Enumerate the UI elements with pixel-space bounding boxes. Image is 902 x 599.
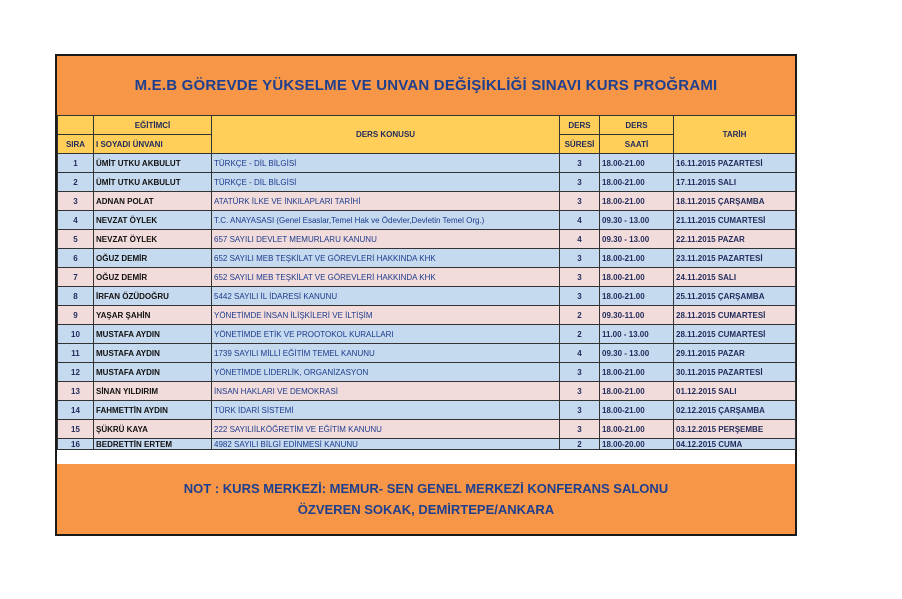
cell-egitimci: İRFAN ÖZÜDOĞRU	[94, 287, 212, 306]
cell-ders-saati: 18.00-21.00	[600, 287, 674, 306]
cell-sira: 3	[58, 192, 94, 211]
cell-ders-konusu: TÜRKÇE - DİL BİLGİSİ	[212, 173, 560, 192]
cell-egitimci: SİNAN YILDIRIM	[94, 382, 212, 401]
table-row	[58, 344, 796, 363]
cell-tarih: 04.12.2015 CUMA	[674, 439, 796, 450]
course-program-sheet	[55, 54, 797, 536]
cell-sira: 8	[58, 287, 94, 306]
header-ders-sure-top: DERS	[560, 116, 600, 135]
cell-tarih: 25.11.2015 ÇARŞAMBA	[674, 287, 796, 306]
table-row	[58, 211, 796, 230]
cell-egitimci: ÜMİT UTKU AKBULUT	[94, 154, 212, 173]
cell-egitimci: FAHMETTİN AYDIN	[94, 401, 212, 420]
cell-ders-saati: 11.00 - 13.00	[600, 325, 674, 344]
cell-ders-suresi: 2	[560, 325, 600, 344]
cell-ders-konusu: 222 SAYILIİLKÖĞRETİM VE EĞİTİM KANUNU	[212, 420, 560, 439]
cell-tarih: 01.12.2015 SALI	[674, 382, 796, 401]
cell-ders-konusu: TÜRK İDARİ SİSTEMİ	[212, 401, 560, 420]
table-row	[58, 268, 796, 287]
cell-egitimci: MUSTAFA AYDIN	[94, 344, 212, 363]
cell-egitimci: OĞUZ DEMİR	[94, 249, 212, 268]
table-row	[58, 382, 796, 401]
header-cell-blank	[58, 116, 94, 135]
table-row	[58, 306, 796, 325]
table-row	[58, 173, 796, 192]
cell-ders-suresi: 3	[560, 401, 600, 420]
cell-ders-konusu: 652 SAYILI MEB TEŞKİLAT VE GÖREVLERİ HAKKINDA KHK	[212, 268, 560, 287]
cell-ders-saati: 09.30 - 13.00	[600, 211, 674, 230]
cell-ders-konusu: 657 SAYILI DEVLET MEMURLARU KANUNU	[212, 230, 560, 249]
cell-egitimci: YAŞAR ŞAHİN	[94, 306, 212, 325]
cell-ders-konusu: T.C. ANAYASASI (Genel Esaslar,Temel Hak ve Ödevler,Devletin Temel Org.)	[212, 211, 560, 230]
cell-sira: 11	[58, 344, 94, 363]
header-sira: SIRA	[58, 135, 94, 154]
cell-egitimci: ŞÜKRÜ KAYA	[94, 420, 212, 439]
header-ders-saat-top: DERS	[600, 116, 674, 135]
header-ders-saat-bottom: SAATİ	[600, 135, 674, 154]
cell-ders-suresi: 2	[560, 306, 600, 325]
cell-ders-saati: 18.00-21.00	[600, 154, 674, 173]
cell-ders-saati: 18.00-21.00	[600, 173, 674, 192]
cell-ders-konusu: 5442 SAYILI İL İDARESİ KANUNU	[212, 287, 560, 306]
cell-sira: 15	[58, 420, 94, 439]
cell-sira: 12	[58, 363, 94, 382]
title-band	[57, 56, 795, 115]
cell-ders-saati: 18.00-20.00	[600, 439, 674, 450]
cell-egitimci: MUSTAFA AYDIN	[94, 363, 212, 382]
header-egitimci: EĞİTİMCİ	[94, 116, 212, 135]
cell-ders-saati: 18.00-21.00	[600, 363, 674, 382]
cell-tarih: 28.11.2015 CUMARTESİ	[674, 325, 796, 344]
header-tarih: TARİH	[674, 116, 796, 154]
table-row	[58, 439, 796, 450]
cell-ders-suresi: 4	[560, 211, 600, 230]
header-ders-konusu: DERS KONUSU	[212, 116, 560, 154]
cell-egitimci: MUSTAFA AYDIN	[94, 325, 212, 344]
cell-ders-suresi: 3	[560, 420, 600, 439]
table-row	[58, 401, 796, 420]
cell-ders-suresi: 3	[560, 363, 600, 382]
cell-ders-suresi: 2	[560, 439, 600, 450]
cell-egitimci: BEDRETTİN ERTEM	[94, 439, 212, 450]
table-row	[58, 287, 796, 306]
cell-sira: 1	[58, 154, 94, 173]
cell-ders-saati: 18.00-21.00	[600, 420, 674, 439]
cell-tarih: 17.11.2015 SALI	[674, 173, 796, 192]
cell-ders-suresi: 3	[560, 173, 600, 192]
cell-tarih: 22.11.2015 PAZAR	[674, 230, 796, 249]
cell-sira: 13	[58, 382, 94, 401]
cell-ders-suresi: 3	[560, 382, 600, 401]
table-row	[58, 230, 796, 249]
cell-ders-konusu: 4982 SAYILI BİLGİ EDİNMESİ KANUNU	[212, 439, 560, 450]
cell-ders-suresi: 3	[560, 192, 600, 211]
cell-ders-suresi: 4	[560, 230, 600, 249]
cell-ders-saati: 09.30 - 13.00	[600, 344, 674, 363]
cell-sira: 2	[58, 173, 94, 192]
cell-egitimci: ADNAN POLAT	[94, 192, 212, 211]
cell-sira: 16	[58, 439, 94, 450]
cell-ders-suresi: 3	[560, 154, 600, 173]
cell-tarih: 28.11.2015 CUMARTESİ	[674, 306, 796, 325]
table-row	[58, 325, 796, 344]
cell-tarih: 24.11.2015 SALI	[674, 268, 796, 287]
cell-ders-konusu: TÜRKÇE - DİL BİLGİSİ	[212, 154, 560, 173]
page-title: M.E.B GÖREVDE YÜKSELME VE UNVAN DEĞİŞİKLİĞİ SINAVI KURS PROĞRAMI	[134, 77, 718, 94]
cell-ders-konusu: 652 SAYILI MEB TEŞKİLAT VE GÖREVLERİ HAKKINDA KHK	[212, 249, 560, 268]
header-soyadi-unvani: I SOYADI ÜNVANI	[94, 135, 212, 154]
cell-sira: 10	[58, 325, 94, 344]
cell-ders-suresi: 4	[560, 344, 600, 363]
cell-sira: 4	[58, 211, 94, 230]
cell-ders-suresi: 3	[560, 249, 600, 268]
cell-egitimci: OĞUZ DEMİR	[94, 268, 212, 287]
cell-sira: 14	[58, 401, 94, 420]
table-row	[58, 249, 796, 268]
cell-tarih: 03.12.2015 PERŞEMBE	[674, 420, 796, 439]
cell-ders-saati: 18.00-21.00	[600, 401, 674, 420]
cell-ders-saati: 09.30 - 13.00	[600, 230, 674, 249]
footer-note	[57, 464, 795, 534]
cell-ders-konusu: YÖNETİMDE LİDERLİK, ORGANİZASYON	[212, 363, 560, 382]
cell-tarih: 02.12.2015 ÇARŞAMBA	[674, 401, 796, 420]
cell-ders-konusu: YÖNETİMDE İNSAN İLİŞKİLERİ VE İLTİŞİM	[212, 306, 560, 325]
cell-ders-saati: 18.00-21.00	[600, 192, 674, 211]
footer-line-1: NOT : KURS MERKEZİ: MEMUR- SEN GENEL MERKEZİ KONFERANS SALONU	[183, 481, 669, 496]
cell-ders-saati: 18.00-21.00	[600, 382, 674, 401]
table-row	[58, 363, 796, 382]
table-row	[58, 192, 796, 211]
cell-ders-konusu: ATATÜRK İLKE VE İNKILAPLARI TARİHİ	[212, 192, 560, 211]
cell-ders-saati: 18.00-21.00	[600, 249, 674, 268]
cell-ders-suresi: 3	[560, 268, 600, 287]
header-ders-sure-bottom: SÜRESİ	[560, 135, 600, 154]
header-row-top	[58, 116, 796, 135]
table-row	[58, 154, 796, 173]
cell-ders-saati: 18.00-21.00	[600, 268, 674, 287]
cell-egitimci: ÜMİT UTKU AKBULUT	[94, 173, 212, 192]
table-row	[58, 420, 796, 439]
cell-ders-saati: 09.30-11.00	[600, 306, 674, 325]
cell-tarih: 23.11.2015 PAZARTESİ	[674, 249, 796, 268]
cell-tarih: 18.11.2015 ÇARŞAMBA	[674, 192, 796, 211]
cell-tarih: 29.11.2015 PAZAR	[674, 344, 796, 363]
cell-egitimci: NEVZAT ÖYLEK	[94, 230, 212, 249]
cell-ders-konusu: İNSAN HAKLARI VE DEMOKRASİ	[212, 382, 560, 401]
schedule-table	[57, 115, 796, 450]
cell-tarih: 21.11.2015 CUMARTESİ	[674, 211, 796, 230]
cell-tarih: 16.11.2015 PAZARTESİ	[674, 154, 796, 173]
cell-sira: 7	[58, 268, 94, 287]
cell-sira: 6	[58, 249, 94, 268]
cell-ders-konusu: 1739 SAYILI MİLLİ EĞİTİM TEMEL KANUNU	[212, 344, 560, 363]
cell-ders-suresi: 3	[560, 287, 600, 306]
cell-sira: 5	[58, 230, 94, 249]
footer-line-2: ÖZVEREN SOKAK, DEMİRTEPE/ANKARA	[297, 502, 555, 517]
cell-ders-konusu: YÖNETİMDE ETİK VE PROOTOKOL KURALLARI	[212, 325, 560, 344]
cell-sira: 9	[58, 306, 94, 325]
cell-egitimci: NEVZAT ÖYLEK	[94, 211, 212, 230]
cell-tarih: 30.11.2015 PAZARTESİ	[674, 363, 796, 382]
